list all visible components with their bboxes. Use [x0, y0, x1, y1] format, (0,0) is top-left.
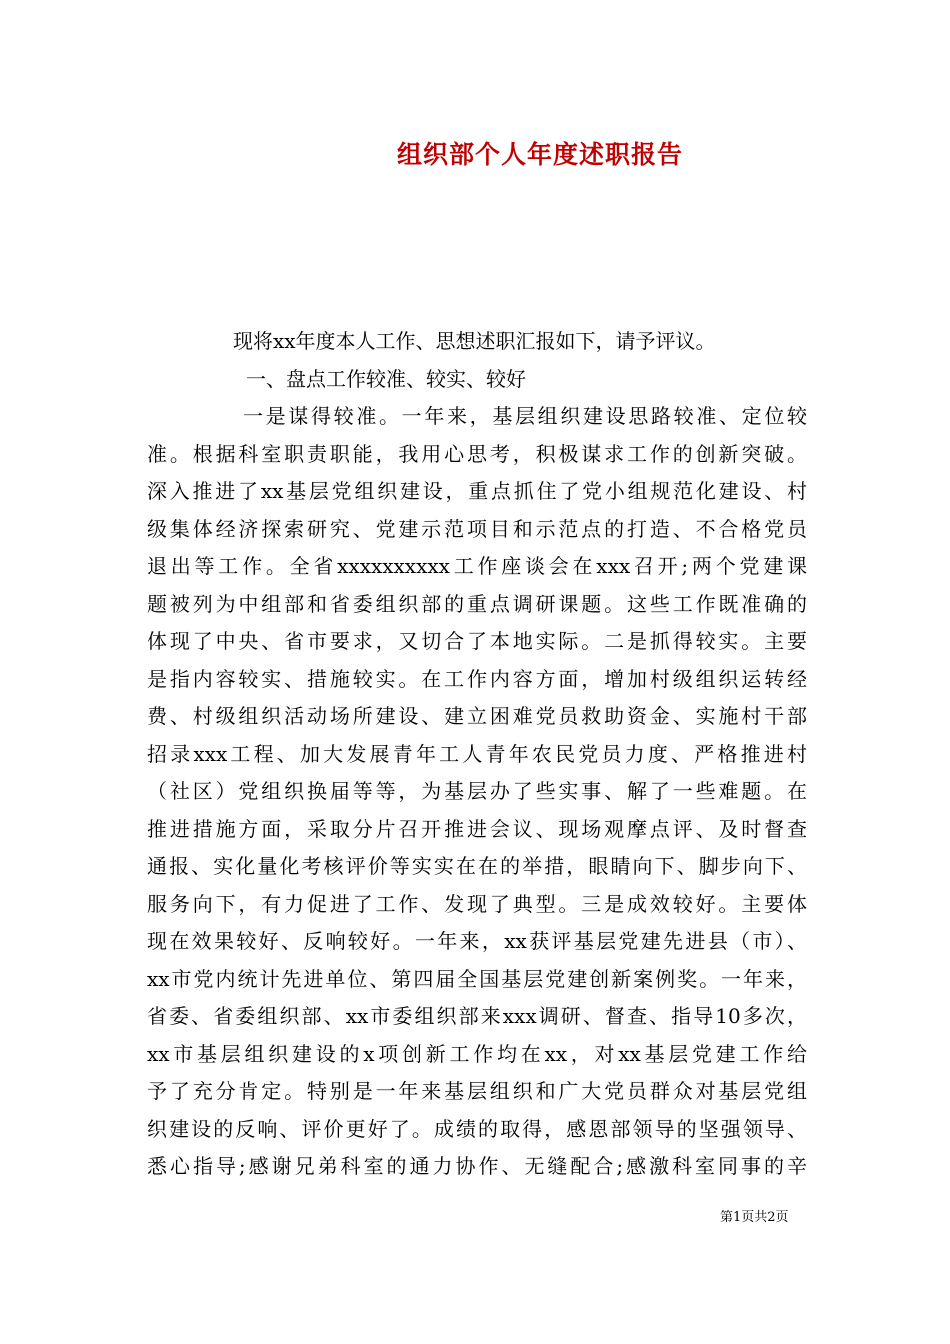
body-paragraph — [147, 398, 825, 1186]
document-title: 组织部个人年度述职报告 — [396, 140, 683, 169]
intro-paragraph: 现将xx年度本人工作、思想述职汇报如下，请予评议。 — [233, 329, 716, 353]
body-line: 深入推进了xx基层党组织建设，重点抓住了党小组规范化建设、村 — [147, 479, 807, 503]
body-line: 体现了中央、省市要求，又切合了本地实际。二是抓得较实。主要 — [147, 629, 807, 653]
body-line: 招录xxx工程、加大发展青年工人青年农民党员力度、严格推进村 — [147, 741, 807, 766]
page-number: 第1页共2页 — [720, 1210, 789, 1225]
body-line: 省委、省委组织部、xx市委组织部来xxx调研、督查、指导10多次， — [147, 1004, 807, 1028]
body-line: 费、村级组织活动场所建设、建立困难党员救助资金、实施村干部 — [147, 704, 807, 728]
section-heading: 一、盘点工作较准、较实、较好 — [246, 367, 526, 391]
body-line: 服务向下，有力促进了工作、发现了典型。三是成效较好。主要体 — [147, 891, 807, 916]
body-line: 题被列为中组部和省委组织部的重点调研课题。这些工作既准确的 — [147, 591, 807, 616]
body-line: 通报、实化量化考核评价等实实在在的举措，眼睛向下、脚步向下、 — [147, 854, 807, 878]
body-line: 退出等工作。全省xxxxxxxxxx工作座谈会在xxx召开;两个党建课 — [147, 554, 807, 578]
body-line: xx市党内统计先进单位、第四届全国基层党建创新案例奖。一年来， — [147, 966, 807, 991]
body-line: 悉心指导;感谢兄弟科室的通力协作、无缝配合;感激科室同事的辛 — [147, 1154, 807, 1178]
body-line: 予了充分肯定。特别是一年来基层组织和广大党员群众对基层党组 — [147, 1079, 807, 1103]
body-line: （社区）党组织换届等等，为基层办了些实事、解了一些难题。在 — [147, 779, 807, 803]
body-line: 织建设的反响、评价更好了。成绩的取得，感恩部领导的坚强领导、 — [147, 1116, 807, 1141]
body-line: 级集体经济探索研究、党建示范项目和示范点的打造、不合格党员 — [147, 516, 807, 541]
body-line: 一是谋得较准。一年来，基层组织建设思路较准、定位较 — [243, 404, 807, 428]
body-line: 是指内容较实、措施较实。在工作内容方面，增加村级组织运转经 — [147, 666, 807, 691]
body-line: 准。根据科室职责职能，我用心思考，积极谋求工作的创新突破。 — [147, 441, 807, 466]
body-line: 现在效果较好、反响较好。一年来，xx获评基层党建先进县（市）、 — [147, 929, 807, 953]
body-line: 推进措施方面，采取分片召开推进会议、现场观摩点评、及时督查 — [147, 816, 807, 841]
body-line: xx市基层组织建设的x项创新工作均在xx，对xx基层党建工作给 — [147, 1041, 807, 1066]
